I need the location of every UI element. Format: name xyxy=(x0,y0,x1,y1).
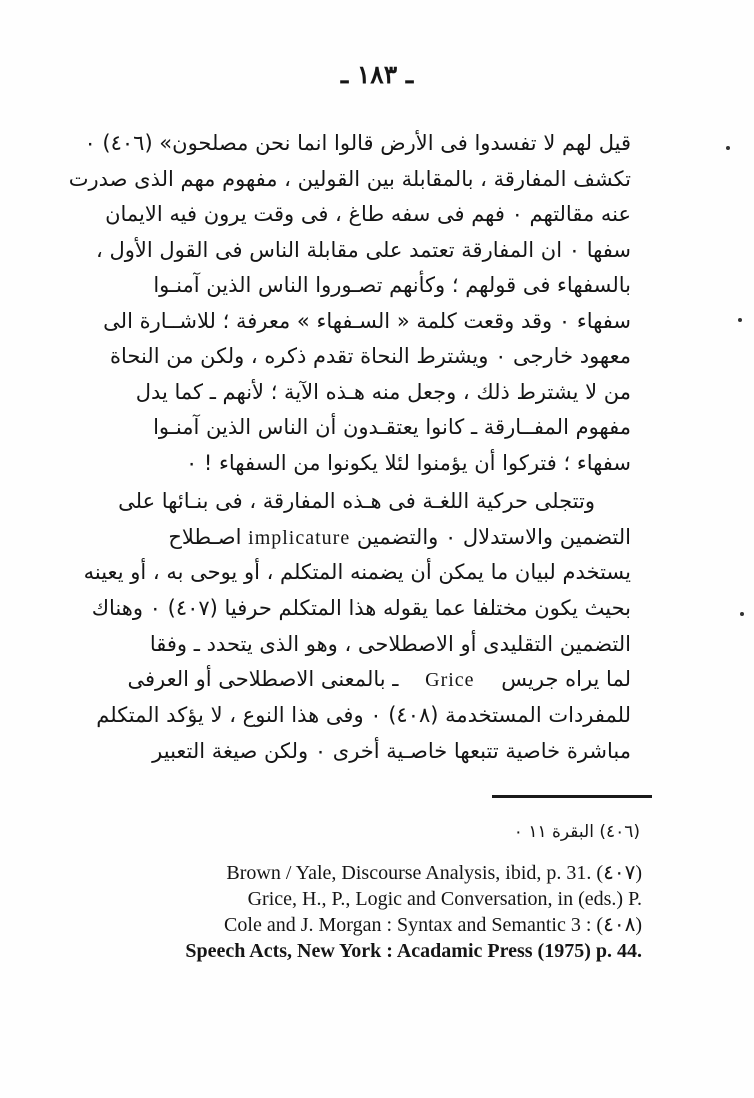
text-line: يستخدم لبيان ما يمكن أن يضمنه المتكلم ، أو يوحى به ، أو يعينه xyxy=(83,560,631,585)
text-segment: ـ بالمعنى الاصطلاحى أو العرفى xyxy=(127,667,399,692)
footnote-references xyxy=(112,860,642,964)
footnote-marker: (٤٠٨) xyxy=(596,914,642,936)
footnote-407 xyxy=(112,860,642,886)
text-line: بالسفهاء فى قولهم ؛ وكأنهم تصـوروا الناس الذين آمنـوا xyxy=(153,273,631,297)
term-grice: Grice xyxy=(425,669,475,692)
margin-mark xyxy=(726,146,730,150)
text-segment: اصـطلاح xyxy=(168,524,242,549)
text-segment: التضمين والاستدلال ٠ والتضمين xyxy=(356,524,631,549)
footnote-406: (٤٠٦) البقرة ١١ ٠ xyxy=(513,822,640,842)
text-line: بحيث يكون مختلفا عما يقوله هذا المتكلم حرفيا (٤٠٧) ٠ وهناك xyxy=(91,596,631,621)
text-line: من لا يشترط ذلك ، وجعل منه هـذه الآية ؛ لأنهم ـ كما يدل xyxy=(135,379,631,404)
text-segment: لما يراه جريس xyxy=(501,667,631,692)
reference-text: Grice, H., P., Logic and Conversation, in (eds.) P. xyxy=(247,888,642,910)
text-line: وتتجلى حركية اللغـة فى هـذه المفارقة ، فى بنـائها على xyxy=(118,489,595,513)
reference-text: Brown / Yale, Discourse Analysis, ibid, p. 31. xyxy=(226,862,592,884)
footnote-408-line-1 xyxy=(112,886,642,912)
text-line: سفها ٠ ان المفارقة تعتمد على مقابلة الناس فى القول الأول ، xyxy=(96,237,631,262)
paragraph-1 xyxy=(68,126,631,481)
footnote-408-line-3 xyxy=(112,938,642,964)
text-line: قيل لهم لا تفسدوا فى الأرض قالوا انما نحن مصلحون» (٤٠٦) ٠ xyxy=(84,131,631,155)
margin-mark xyxy=(740,612,744,616)
text-line: مفهوم المفــارقة ـ كانوا يعتقـدون أن الناس الذين آمنـوا xyxy=(153,415,631,439)
footnote-marker: (٤٠٧) xyxy=(596,862,642,884)
text-line: عنه مقالتهم ٠ فهم فى سفه طاغ ، فى وقت يرون فيه الايمان xyxy=(105,202,631,226)
margin-mark xyxy=(738,318,742,322)
footnote-408-line-2 xyxy=(112,912,642,938)
text-line: تكشف المفارقة ، بالمقابلة بين القولين ، مفهوم مهم الذى صدرت xyxy=(68,166,631,191)
text-line: مباشرة خاصية تتبعها خاصـية أخرى ٠ ولكن صيغة التعبير xyxy=(152,738,631,763)
text-line-with-term xyxy=(116,520,631,556)
reference-text: Speech Acts, New York : Acadamic Press (1975) p. 44. xyxy=(185,940,642,962)
text-line: سفهاء ؛ فتركوا أن يؤمنوا لئلا يكونوا من السفهاء ! ٠ xyxy=(185,450,631,475)
footnote-divider xyxy=(492,795,652,798)
text-line: التضمين التقليدى أو الاصطلاحى ، وهو الذى يتحدد ـ وفقا xyxy=(149,631,631,656)
term-implicature: implicature xyxy=(248,526,351,549)
text-line: معهود خارجى ٠ ويشترط النحاة تقدم ذكره ، ولكن من النحاة xyxy=(110,344,631,368)
page-number: ـ ١٨٣ ـ xyxy=(340,60,414,89)
text-line-with-term xyxy=(116,662,631,698)
text-line: سفهاء ٠ وقد وقعت كلمة « السـفهاء » معرفة ؛ للاشــارة الى xyxy=(103,308,631,333)
paragraph-2 xyxy=(83,484,631,770)
text-line: للمفردات المستخدمة (٤٠٨) ٠ وفى هذا النوع ، لا يؤكد المتكلم xyxy=(96,703,631,728)
reference-text: Cole and J. Morgan : Syntax and Semantic 3 : xyxy=(224,914,592,936)
